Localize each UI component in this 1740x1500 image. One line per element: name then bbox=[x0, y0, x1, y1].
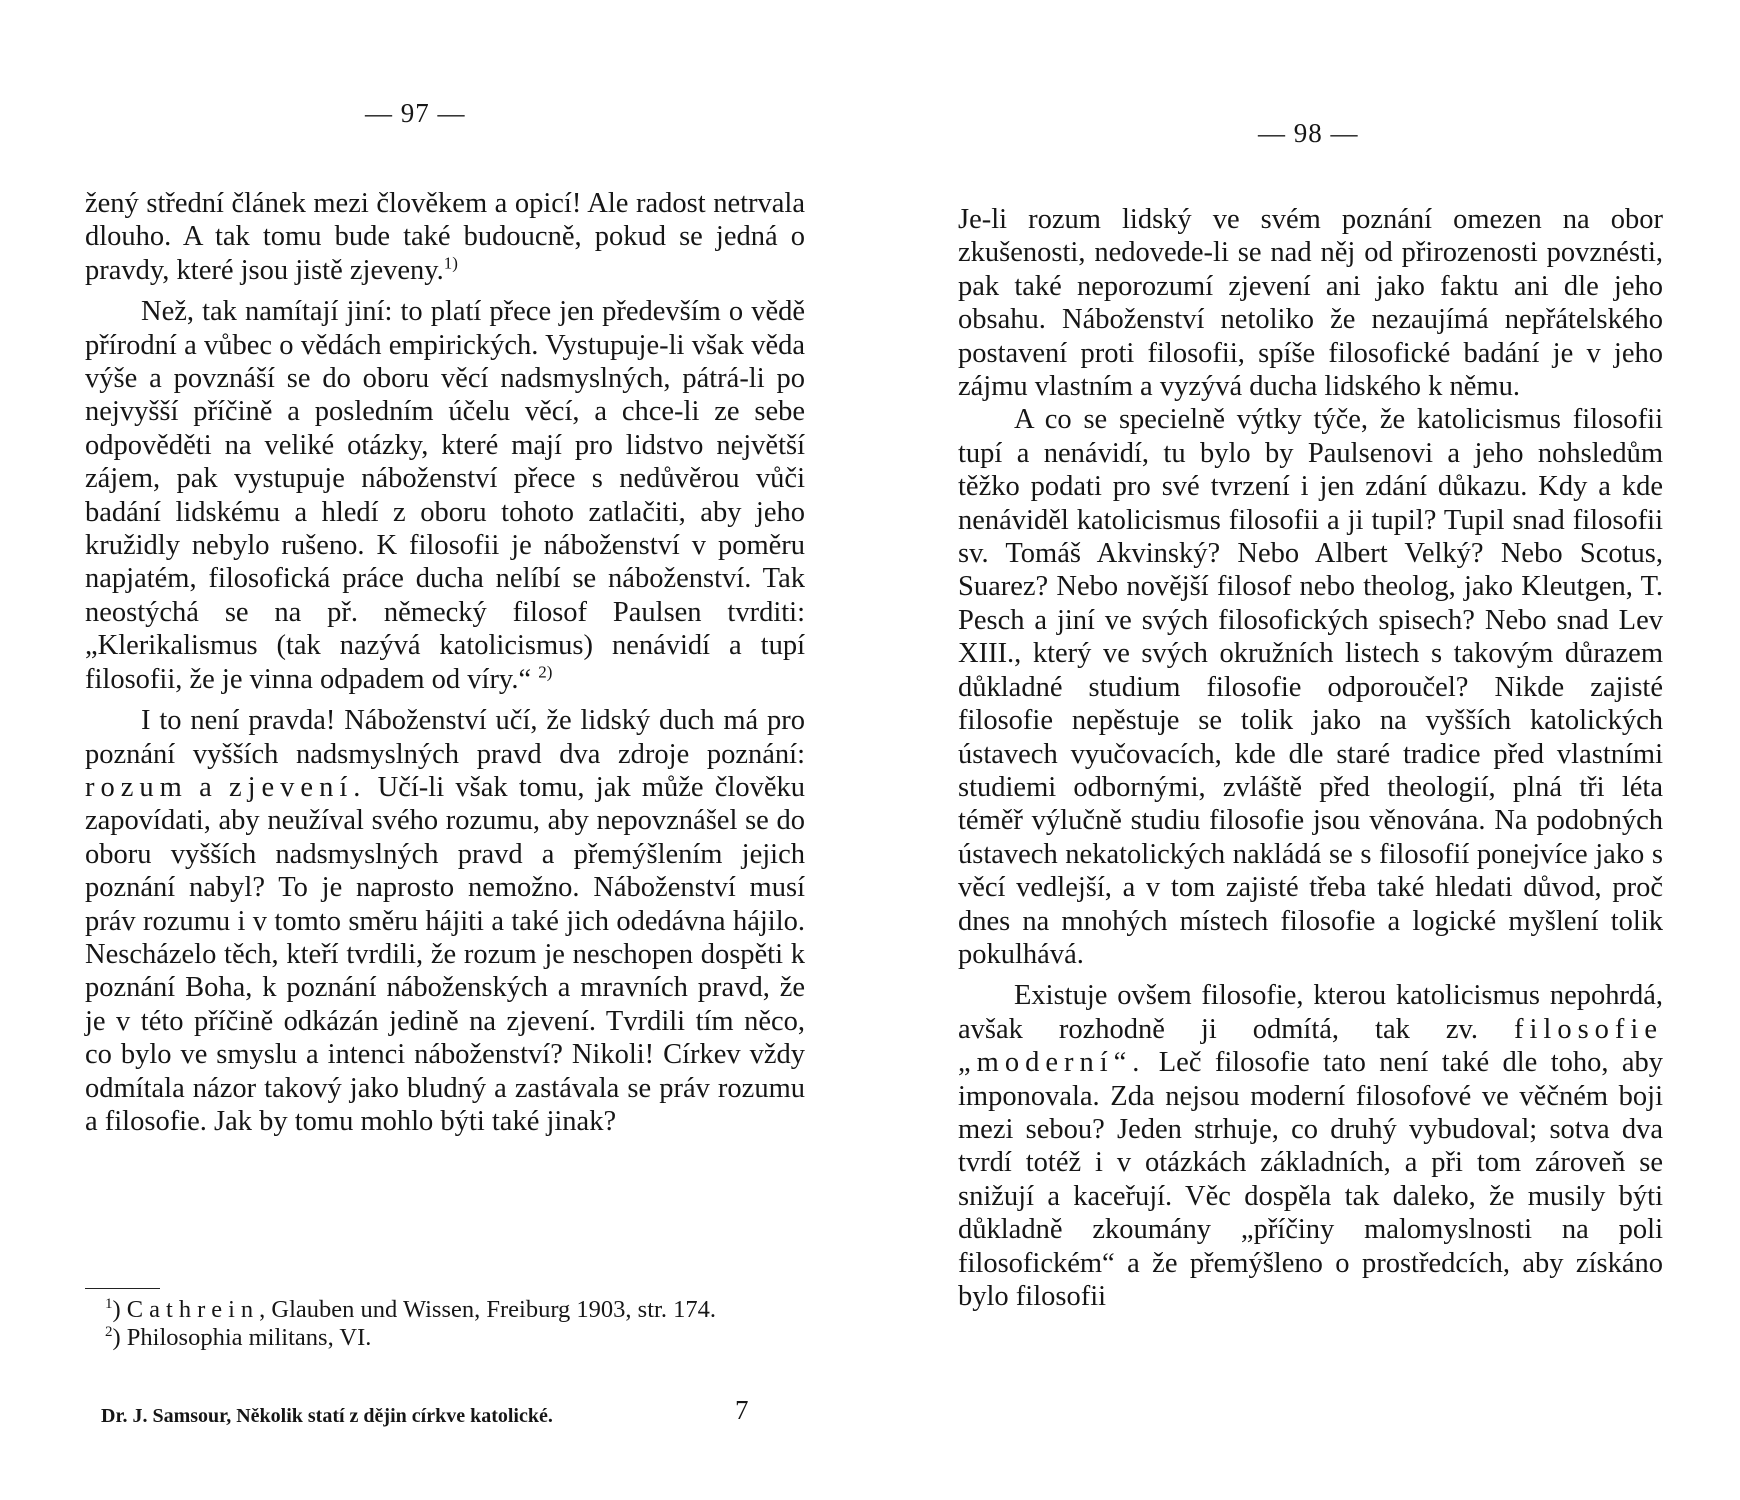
paragraph-text: Je-li rozum lidský ve svém poznání omezen na obor zkušenosti, nedovede-li se nad něj od přirozenosti povznésti, pak také neporozumí zjevení ani jako faktu ani dle jeho obsahu. Náboženství netoliko že nezaujímá nepřátelského postavení proti filosofii, spíše filosofické badání je v jeho zájmu vlastním a vyzývá ducha lidského k němu. bbox=[958, 204, 1663, 403]
sheet-number: 7 bbox=[735, 1395, 749, 1425]
paragraph bbox=[85, 187, 805, 287]
footnote-mark-number: 2 bbox=[538, 662, 547, 682]
paragraph-text: Leč filosofie tato není také dle toho, aby imponovala. Zda nejsou moderní filosofové ve věčném boji mezi sebou? Jeden strhuje, co druhý vybudoval; sotva dva tvrdí totéž i v otázkách základních, a při tom zároveň se snižují a kaceřují. Věc dospěla tak daleko, že musily býti důkladně zkoumány „příčiny malomyslnosti na poli filosofickém“ a že přemýšleno o prostředcích, aby získáno bylo filosofii bbox=[958, 1047, 1663, 1312]
spaced-term: a bbox=[199, 771, 218, 803]
paragraph bbox=[958, 203, 1663, 403]
paragraph-text: Než, tak namítají jiní: to platí přece jen především o vědě přírodní a vůbec o vědách empirických. Vystupuje-li však věda výše a povznáší se do oboru věcí nadsmyslných, pátrá-li po nejvyšší příčině a posledním účelu věcí, a chce-li ze sebe odpověděti na veliké otázky, které mají pro lidstvo největší zájem, pak vystupuje náboženství přece s nedůvěrou vůči badání lidskému a hledí z oboru tohoto zatlačiti, aby jeho kružidly nebylo rušeno. K filosofii je náboženství v poměru napjatém, filosofická práce ducha nelíbí se náboženství. Tak neostýchá se na př. německý filosof Paulsen tvrditi: „Klerikalismus (tak nazývá katolicismus) nenávidí a tupí filosofii, že je vinna odpadem od víry.“ bbox=[85, 296, 805, 695]
footnote-text: , Glauben und Wissen, Freiburg 1903, str. 174. bbox=[259, 1296, 716, 1323]
paragraph-text: žený střední článek mezi člověkem a opicí! Ale radost netrvala dlouho. A tak tomu bude také budoucně, pokud se jedná o pravdy, které jsou jistě zjeveny. bbox=[85, 188, 805, 286]
footnote-mark: 1) bbox=[443, 253, 458, 273]
paragraph-text: Existuje ovšem filosofie, kterou katolicismus nepohrdá, avšak rozhodně ji odmítá, tak zv. bbox=[958, 980, 1663, 1045]
spaced-term: zjevení. bbox=[228, 771, 367, 803]
footnote-mark: 2) bbox=[538, 662, 553, 682]
footnote-author: Cathrein bbox=[126, 1296, 260, 1323]
footnote-mark: 2 bbox=[105, 1323, 113, 1340]
paragraph-text: A co se specielně výtky týče, že katolicismus filosofii tupí a nenávidí, tu bylo by Paulsenovi a jeho nohsledům těžko podati pro své tvrzení i jen zdání důkazu. Kdy a kde nenáviděl katolicismus filosofii a ji tupil? Tupil snad filosofii sv. Tomáš Akvinský? Nebo Albert Velký? Nebo Scotus, Suarez? Nebo novější filosof nebo theolog, jako Kleutgen, T. Pesch a jiní ve svých filosofických spisech? Nebo snad Lev XIII., který ve svých okružních listech s takovým důrazem důkladné studium filosofie odporoučel? Nikde zajisté filosofie nepěstuje se tolik jako na vyšších katolických ústavech vyučovacích, kde dle staré tradice před vlastními studiemi odbornými, zvláště před theologií, plná tři léta téměř výlučně studiu filosofie jsou věnována. Na podobných ústavech nekatolických nakládá se s filosofií ponejvíce jako s věcí vedlejší, a v tom zajisté třeba také hledati důvod, proč dnes na mnohých místech filosofie a logické myšlení tolik pokulhává. bbox=[958, 404, 1663, 970]
signature-line: Dr. J. Samsour, Několik statí z dějin církve katolické. bbox=[101, 1405, 553, 1427]
footnote: $^2$) Philosophia militans, VI. bbox=[105, 1323, 372, 1351]
paragraph bbox=[85, 295, 805, 696]
footnote-mark-number: 1 bbox=[443, 253, 453, 273]
paragraph bbox=[85, 704, 805, 1138]
page-number: — 98 — bbox=[1258, 118, 1359, 148]
spaced-term: „moderní“. bbox=[958, 1047, 1146, 1079]
footnote: $^1$) Cathrein, Glauben und Wissen, Freiburg 1903, str. 174. bbox=[105, 1295, 716, 1323]
paragraph-text: Učí-li však tomu, jak může člověku zapovídati, aby neužíval svého rozumu, aby nepovznášel se do oboru vyšších nadsmyslných pravd a přemýšlením jejich poznání nabyl? To je naprosto nemožno. Náboženství musí práv rozumu i v tomto směru hájiti a také jich odedávna hájilo. Nescházelo těch, kteří tvrdili, že rozum je neschopen dospěti k poznání Boha, k poznání náboženských a mravních pravd, že je v této příčině odkázán jedině na zjevení. Tvrdili tím něco, co bylo ve smyslu a intenci náboženství? Nikoli! Církev vždy odmítala názor takový jako bludný a zastávala se práv rozumu a filosofie. Jak by tomu mohlo býti také jinak? bbox=[85, 771, 806, 1137]
spaced-term: rozum bbox=[85, 771, 188, 803]
footnotes bbox=[85, 1296, 805, 1352]
paragraph-text: I to není pravda! Náboženství učí, že lidský duch má pro poznání vyšších nadsmyslných pravd dva zdroje poznání: bbox=[85, 705, 805, 770]
footnote-divider bbox=[85, 1288, 160, 1289]
paragraph bbox=[958, 979, 1663, 1313]
spaced-term: filosofie bbox=[1514, 1013, 1663, 1045]
footnote-text: Philosophia militans, VI. bbox=[126, 1324, 372, 1351]
page-number: — 97 — bbox=[365, 98, 466, 128]
body-text bbox=[958, 203, 1663, 1313]
body-text bbox=[85, 187, 805, 1138]
footnote-mark: 1 bbox=[105, 1295, 113, 1312]
paragraph bbox=[958, 403, 1663, 971]
